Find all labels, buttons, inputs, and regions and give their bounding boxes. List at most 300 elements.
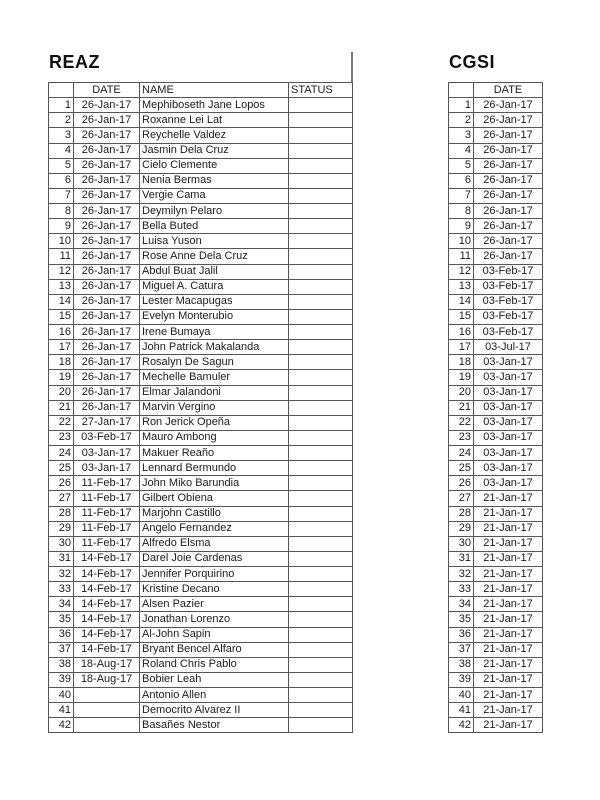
row-number-cell: 21 (49, 400, 74, 415)
table-row (49, 672, 353, 687)
row-number-cell: 39 (49, 672, 74, 687)
row-number-cell: 22 (49, 415, 74, 430)
status-cell (289, 491, 353, 506)
date-cell: 26-Jan-17 (74, 370, 140, 385)
table-row (449, 385, 543, 400)
row-number-cell: 21 (449, 400, 474, 415)
date-cell: 11-Feb-17 (74, 491, 140, 506)
date-cell: 26-Jan-17 (74, 294, 140, 309)
row-number-cell: 15 (49, 309, 74, 324)
date-cell: 21-Jan-17 (474, 567, 543, 582)
table-row (49, 234, 353, 249)
row-number-cell: 25 (449, 461, 474, 476)
date-cell: 14-Feb-17 (74, 597, 140, 612)
row-number-cell: 32 (49, 567, 74, 582)
date-cell: 03-Jan-17 (74, 461, 140, 476)
date-cell: 03-Jan-17 (74, 446, 140, 461)
row-number-cell: 24 (49, 446, 74, 461)
date-cell: 03-Jan-17 (474, 476, 543, 491)
table-row (449, 657, 543, 672)
date-cell: 21-Jan-17 (474, 536, 543, 551)
date-cell: 21-Jan-17 (474, 521, 543, 536)
date-cell (74, 718, 140, 733)
name-cell: Vergie Cama (140, 188, 289, 203)
name-cell: Bryant Bencel Alfaro (140, 642, 289, 657)
date-cell: 14-Feb-17 (74, 567, 140, 582)
table-row (449, 98, 543, 113)
date-cell: 26-Jan-17 (74, 325, 140, 340)
row-number-cell: 7 (49, 188, 74, 203)
row-number-cell: 13 (49, 279, 74, 294)
name-cell: Roland Chris Pablo (140, 657, 289, 672)
status-cell (289, 355, 353, 370)
reaz-title: REAZ (49, 52, 100, 72)
name-cell: Rose Anne Dela Cruz (140, 249, 289, 264)
name-cell: Jonathan Lorenzo (140, 612, 289, 627)
date-cell: 11-Feb-17 (74, 476, 140, 491)
table-row (449, 249, 543, 264)
status-cell (289, 400, 353, 415)
date-cell: 26-Jan-17 (74, 279, 140, 294)
date-cell: 21-Jan-17 (474, 642, 543, 657)
status-cell (289, 597, 353, 612)
status-cell (289, 158, 353, 173)
table-row (49, 309, 353, 324)
table-row (449, 506, 543, 521)
date-cell: 26-Jan-17 (74, 158, 140, 173)
date-cell: 03-Feb-17 (474, 325, 543, 340)
name-cell: Abdul Buat Jalil (140, 264, 289, 279)
name-cell: Elmar Jalandoni (140, 385, 289, 400)
name-cell: Nenia Bermas (140, 173, 289, 188)
row-number-cell: 20 (449, 385, 474, 400)
date-cell: 18-Aug-17 (74, 657, 140, 672)
date-cell: 21-Jan-17 (474, 491, 543, 506)
table-row (49, 294, 353, 309)
row-number-cell: 1 (449, 98, 474, 113)
date-cell (74, 688, 140, 703)
table-row (449, 491, 543, 506)
row-number-cell: 26 (49, 476, 74, 491)
row-number-cell: 13 (449, 279, 474, 294)
date-cell: 21-Jan-17 (474, 612, 543, 627)
reaz-header-name-cell: NAME (140, 83, 289, 98)
date-cell: 18-Aug-17 (74, 672, 140, 687)
table-row (49, 430, 353, 445)
row-number-cell: 25 (49, 461, 74, 476)
status-cell (289, 506, 353, 521)
table-row (49, 370, 353, 385)
date-cell: 03-Jul-17 (474, 340, 543, 355)
name-cell: Antonio Allen (140, 688, 289, 703)
table-row (449, 158, 543, 173)
reaz-header-status-cell: STATUS (289, 83, 353, 98)
date-cell: 26-Jan-17 (474, 143, 543, 158)
name-cell: Luisa Yuson (140, 234, 289, 249)
table-row (449, 672, 543, 687)
row-number-cell: 35 (449, 612, 474, 627)
name-cell: Makuer Reaño (140, 446, 289, 461)
row-number-cell: 34 (49, 597, 74, 612)
row-number-cell: 6 (49, 173, 74, 188)
date-cell: 03-Feb-17 (474, 279, 543, 294)
date-cell: 03-Jan-17 (474, 370, 543, 385)
date-cell: 26-Jan-17 (474, 234, 543, 249)
table-row (49, 219, 353, 234)
name-cell: Alsen Pazier (140, 597, 289, 612)
row-number-cell: 23 (49, 430, 74, 445)
row-number-cell: 35 (49, 612, 74, 627)
name-cell: Darel Joie Cardenas (140, 551, 289, 566)
row-number-cell: 14 (449, 294, 474, 309)
table-row (449, 612, 543, 627)
name-cell: Lester Macapugas (140, 294, 289, 309)
row-number-cell: 32 (449, 567, 474, 582)
row-number-cell: 20 (49, 385, 74, 400)
date-cell: 03-Jan-17 (474, 415, 543, 430)
date-cell: 26-Jan-17 (74, 98, 140, 113)
status-cell (289, 582, 353, 597)
date-cell: 26-Jan-17 (474, 249, 543, 264)
table-row (49, 627, 353, 642)
table-row (49, 204, 353, 219)
date-cell (74, 703, 140, 718)
status-cell (289, 188, 353, 203)
table-row (49, 612, 353, 627)
reaz-table (48, 82, 353, 733)
date-cell: 21-Jan-17 (474, 551, 543, 566)
table-row (49, 264, 353, 279)
date-cell: 26-Jan-17 (474, 98, 543, 113)
row-number-cell: 3 (49, 128, 74, 143)
name-cell: Marvin Vergino (140, 400, 289, 415)
status-cell (289, 476, 353, 491)
name-cell: Evelyn Monterubio (140, 309, 289, 324)
status-cell (289, 279, 353, 294)
date-cell: 21-Jan-17 (474, 597, 543, 612)
table-row (449, 340, 543, 355)
table-row (449, 476, 543, 491)
row-number-cell: 41 (449, 703, 474, 718)
cgsi-header-row (449, 83, 543, 98)
row-number-cell: 11 (449, 249, 474, 264)
date-cell: 14-Feb-17 (74, 612, 140, 627)
date-cell: 21-Jan-17 (474, 688, 543, 703)
table-row (49, 279, 353, 294)
row-number-cell: 31 (49, 551, 74, 566)
table-row (449, 430, 543, 445)
table-row (49, 188, 353, 203)
row-number-cell: 31 (449, 551, 474, 566)
table-row (49, 355, 353, 370)
table-row (49, 688, 353, 703)
row-number-cell: 12 (49, 264, 74, 279)
status-cell (289, 718, 353, 733)
date-cell: 03-Jan-17 (474, 430, 543, 445)
row-number-cell: 37 (49, 642, 74, 657)
row-number-cell: 28 (449, 506, 474, 521)
row-number-cell: 11 (49, 249, 74, 264)
table-row (49, 567, 353, 582)
table-row (49, 461, 353, 476)
status-cell (289, 642, 353, 657)
table-row (449, 461, 543, 476)
table-row (449, 113, 543, 128)
table-row (449, 627, 543, 642)
status-cell (289, 113, 353, 128)
date-cell: 26-Jan-17 (74, 355, 140, 370)
row-number-cell: 9 (49, 219, 74, 234)
table-row (49, 446, 353, 461)
status-cell (289, 264, 353, 279)
table-row (449, 264, 543, 279)
status-cell (289, 657, 353, 672)
date-cell: 11-Feb-17 (74, 506, 140, 521)
row-number-cell: 4 (49, 143, 74, 158)
status-cell (289, 143, 353, 158)
date-cell: 03-Jan-17 (474, 355, 543, 370)
table-row (49, 521, 353, 536)
table-row (449, 173, 543, 188)
table-row (449, 188, 543, 203)
row-number-cell: 10 (449, 234, 474, 249)
table-row (49, 718, 353, 733)
table-row (49, 582, 353, 597)
name-cell: Alfredo Elsma (140, 536, 289, 551)
row-number-cell: 17 (49, 340, 74, 355)
date-cell: 03-Feb-17 (474, 294, 543, 309)
status-cell (289, 536, 353, 551)
status-cell (289, 219, 353, 234)
date-cell: 21-Jan-17 (474, 703, 543, 718)
date-cell: 03-Feb-17 (474, 309, 543, 324)
status-cell (289, 461, 353, 476)
name-cell: Angelo Fernandez (140, 521, 289, 536)
table-row (49, 98, 353, 113)
table-row (49, 325, 353, 340)
row-number-cell: 41 (49, 703, 74, 718)
date-cell: 26-Jan-17 (474, 173, 543, 188)
table-row (449, 400, 543, 415)
table-row (49, 597, 353, 612)
row-number-cell: 18 (49, 355, 74, 370)
status-cell (289, 430, 353, 445)
name-cell: Bella Buted (140, 219, 289, 234)
name-cell: Gilbert Obiena (140, 491, 289, 506)
table-row (449, 582, 543, 597)
date-cell: 26-Jan-17 (74, 173, 140, 188)
name-cell: Mephiboseth Jane Lopos (140, 98, 289, 113)
status-cell (289, 551, 353, 566)
date-cell: 26-Jan-17 (474, 113, 543, 128)
date-cell: 26-Jan-17 (74, 113, 140, 128)
reaz-header-num-cell (49, 83, 74, 98)
table-row (449, 128, 543, 143)
row-number-cell: 22 (449, 415, 474, 430)
date-cell: 26-Jan-17 (474, 204, 543, 219)
row-number-cell: 2 (49, 113, 74, 128)
row-number-cell: 19 (49, 370, 74, 385)
status-cell (289, 672, 353, 687)
date-cell: 03-Jan-17 (474, 461, 543, 476)
name-cell: Irene Bumaya (140, 325, 289, 340)
table-row (449, 642, 543, 657)
date-cell: 26-Jan-17 (74, 234, 140, 249)
date-cell: 26-Jan-17 (74, 128, 140, 143)
table-row (449, 551, 543, 566)
cgsi-title: CGSI (449, 52, 496, 72)
row-number-cell: 6 (449, 173, 474, 188)
status-cell (289, 446, 353, 461)
name-cell: Democrito Alvarez II (140, 703, 289, 718)
table-row (449, 279, 543, 294)
row-number-cell: 5 (449, 158, 474, 173)
table-row (449, 536, 543, 551)
row-number-cell: 40 (449, 688, 474, 703)
date-cell: 21-Jan-17 (474, 718, 543, 733)
name-cell: Miguel A. Catura (140, 279, 289, 294)
table-row (49, 128, 353, 143)
row-number-cell: 34 (449, 597, 474, 612)
name-cell: Jasmin Dela Cruz (140, 143, 289, 158)
row-number-cell: 28 (49, 506, 74, 521)
row-number-cell: 36 (49, 627, 74, 642)
date-cell: 21-Jan-17 (474, 506, 543, 521)
table-row (449, 294, 543, 309)
table-row (49, 642, 353, 657)
table-row (49, 551, 353, 566)
date-cell: 26-Jan-17 (474, 158, 543, 173)
status-cell (289, 249, 353, 264)
table-row (49, 249, 353, 264)
name-cell: Rosalyn De Sagun (140, 355, 289, 370)
table-row (449, 446, 543, 461)
name-cell: Al-John Sapin (140, 627, 289, 642)
table-row (49, 703, 353, 718)
page-break-line (351, 52, 353, 83)
date-cell: 21-Jan-17 (474, 672, 543, 687)
date-cell: 26-Jan-17 (74, 204, 140, 219)
date-cell: 26-Jan-17 (474, 188, 543, 203)
row-number-cell: 23 (449, 430, 474, 445)
status-cell (289, 627, 353, 642)
row-number-cell: 16 (449, 325, 474, 340)
date-cell: 03-Feb-17 (474, 264, 543, 279)
row-number-cell: 33 (49, 582, 74, 597)
date-cell: 03-Jan-17 (474, 385, 543, 400)
row-number-cell: 29 (49, 521, 74, 536)
table-row (49, 158, 353, 173)
table-row (49, 340, 353, 355)
status-cell (289, 703, 353, 718)
row-number-cell: 24 (449, 446, 474, 461)
row-number-cell: 12 (449, 264, 474, 279)
date-cell: 26-Jan-17 (74, 264, 140, 279)
status-cell (289, 370, 353, 385)
date-cell: 27-Jan-17 (74, 415, 140, 430)
row-number-cell: 30 (449, 536, 474, 551)
name-cell: Cielo Clemente (140, 158, 289, 173)
date-cell: 03-Feb-17 (74, 430, 140, 445)
table-row (449, 597, 543, 612)
row-number-cell: 38 (449, 657, 474, 672)
status-cell (289, 294, 353, 309)
date-cell: 26-Jan-17 (474, 219, 543, 234)
cgsi-header-date-cell: DATE (474, 83, 543, 98)
date-cell: 14-Feb-17 (74, 582, 140, 597)
table-row (49, 415, 353, 430)
date-cell: 14-Feb-17 (74, 642, 140, 657)
table-row (449, 415, 543, 430)
row-number-cell: 3 (449, 128, 474, 143)
cgsi-header-num-cell (449, 83, 474, 98)
date-cell: 26-Jan-17 (74, 400, 140, 415)
table-row (49, 400, 353, 415)
status-cell (289, 340, 353, 355)
table-row (449, 567, 543, 582)
table-row (49, 657, 353, 672)
row-number-cell: 9 (449, 219, 474, 234)
row-number-cell: 4 (449, 143, 474, 158)
date-cell: 26-Jan-17 (74, 188, 140, 203)
name-cell: Ron Jerick Opeña (140, 415, 289, 430)
table-row (49, 506, 353, 521)
status-cell (289, 688, 353, 703)
table-row (49, 491, 353, 506)
table-row (449, 370, 543, 385)
table-row (49, 536, 353, 551)
row-number-cell: 16 (49, 325, 74, 340)
status-cell (289, 234, 353, 249)
row-number-cell: 18 (449, 355, 474, 370)
table-row (49, 143, 353, 158)
row-number-cell: 15 (449, 309, 474, 324)
row-number-cell: 29 (449, 521, 474, 536)
row-number-cell: 40 (49, 688, 74, 703)
row-number-cell: 2 (449, 113, 474, 128)
table-row (449, 325, 543, 340)
status-cell (289, 385, 353, 400)
status-cell (289, 98, 353, 113)
date-cell: 14-Feb-17 (74, 627, 140, 642)
name-cell: Basañes Nestor (140, 718, 289, 733)
name-cell: John Miko Barundia (140, 476, 289, 491)
name-cell: Kristine Decano (140, 582, 289, 597)
row-number-cell: 10 (49, 234, 74, 249)
name-cell: Mauro Ambong (140, 430, 289, 445)
name-cell: Mechelle Bamuler (140, 370, 289, 385)
table-row (449, 204, 543, 219)
reaz-header-date-cell: DATE (74, 83, 140, 98)
name-cell: Bobier Leah (140, 672, 289, 687)
status-cell (289, 309, 353, 324)
row-number-cell: 8 (49, 204, 74, 219)
table-row (449, 143, 543, 158)
table-row (49, 476, 353, 491)
date-cell: 26-Jan-17 (74, 249, 140, 264)
name-cell: John Patrick Makalanda (140, 340, 289, 355)
table-row (449, 703, 543, 718)
table-row (449, 718, 543, 733)
row-number-cell: 42 (49, 718, 74, 733)
row-number-cell: 26 (449, 476, 474, 491)
table-row (449, 234, 543, 249)
name-cell: Deymilyn Pelaro (140, 204, 289, 219)
table-row (449, 219, 543, 234)
date-cell: 11-Feb-17 (74, 521, 140, 536)
table-row (49, 173, 353, 188)
date-cell: 11-Feb-17 (74, 536, 140, 551)
